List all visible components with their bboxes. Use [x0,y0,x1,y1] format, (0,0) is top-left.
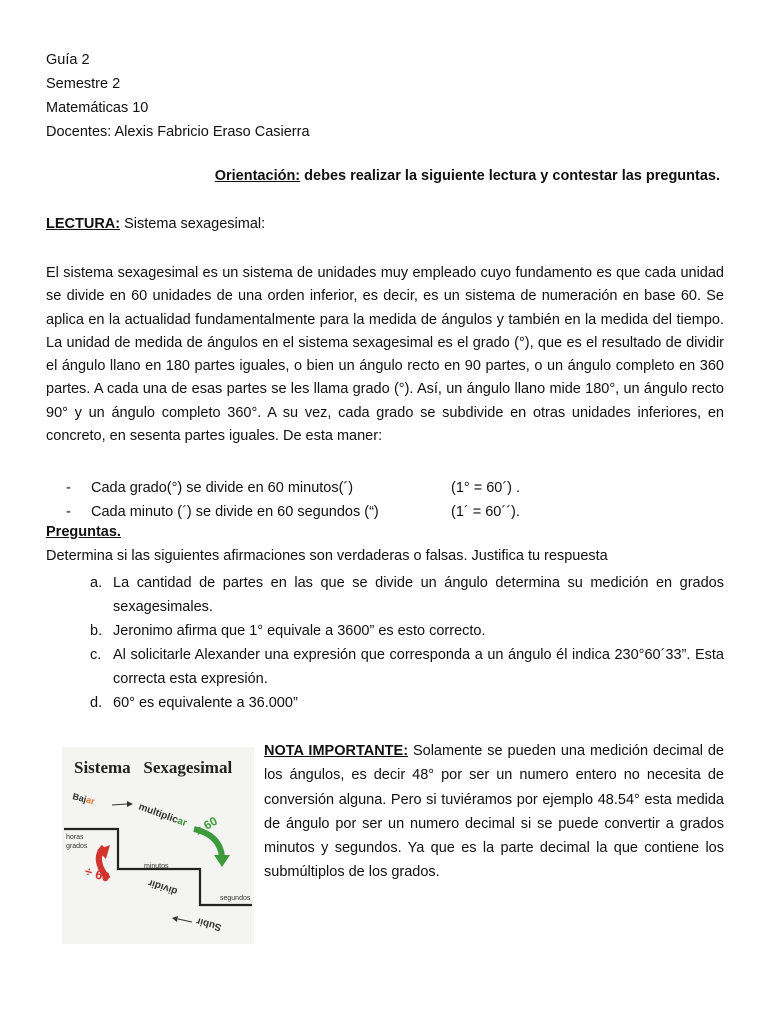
question-item [90,571,724,619]
arrow-head-icon [127,801,133,807]
segundos-label: segundos [220,895,251,902]
bullet-dash: - [66,503,71,520]
bullet-text: Cada grado(°) se divide en 60 minutos(´) [91,480,354,496]
reading-paragraph: El sistema sexagesimal es un sistema de unidades muy empleado cuyo fundamento es que cada unidad se divide en 60 unidades de una orden inferior, es decir, es un sistema de numeración en base 60. Se aplica en la actualidad fundamentalmente para la medida de ángulos y también en la medida del tiempo. La unidad de medida de ángulos en el sistema sexagesimal es el grado (°), que es el resultado de dividir el ángulo llano en 180 partes iguales, o bien un ángulo recto en 90 partes, o un ángulo completo en 360 partes. A cada una de esas partes se les llama grado (°). Así, un ángulo llano mide 180°, un ángulo recto 90° y un ángulo completo 360°. A su vez, cada grado se subdivide en otras unidades inferiores, en concreto, en sesenta partes iguales. De esta maner: [46,265,724,445]
orientation-text: debes realizar la siguiente lectura y contestar las preguntas. [300,168,720,184]
sexagesimal-diagram [62,747,254,944]
question-label: d. [90,695,103,711]
question-label: c. [90,647,102,663]
bullet-text: Cada minuto (´) se divide en 60 segundos (“) [91,503,379,520]
question-item [90,691,724,715]
reading-title: Sistema sexagesimal: [120,216,266,232]
bajar-label: Bajar [71,791,96,807]
question-item [90,643,724,691]
question-text: Al solicitarle Alexander una expresión que corresponda a un ángulo él indica 230°60´33”. Esta correcta esta expresión. [113,647,724,687]
guide-number: Guía 2 [46,52,90,68]
multiply-arrow-head-icon [214,855,230,867]
reading-heading [46,216,265,232]
divide-60-label: ÷ 60 [83,863,112,885]
bullet-equation: (1´ = 60´´). [451,503,520,520]
questions-list [90,571,724,715]
question-item [90,619,724,643]
multiplicar-label: multiplicar [136,801,189,830]
questions-intro: Determina si las siguientes afirmaciones son verdaderas o falsas. Justifica tu respuesta [46,548,608,564]
bajar-label-accent: ar [85,794,96,807]
document-header [46,48,310,144]
bullet-dash: - [66,480,71,496]
note-label: NOTA IMPORTANTE: [264,743,409,759]
question-text: Jeronimo afirma que 1° equivale a 3600” es esto correcto. [113,623,486,639]
note-text: Solamente se pueden una medición decimal de los ángulos, es decir 48° por ser un numero entero no necesita de conversión alguna. Pero si tuviéramos por ejemplo 48.54° esta medida de ángulo por ser un numero decimal si se puede convertir a grados minutos y segundos. Ya que es la parte decimal la que contiene los submúltiplos de los grados. [264,743,724,881]
multiplicar-label-accent: ar [175,815,189,830]
subject: Matemáticas 10 [46,100,149,116]
minutos-label: minutos [144,863,169,870]
arrow-left-icon [178,919,192,922]
questions-heading: Preguntas. [46,524,121,540]
reading-label: LECTURA: [46,216,121,232]
dividir-label: dividir [146,876,179,897]
question-text: La cantidad de partes en las que se divide un ángulo determina su medición en grados sexagesimales. [113,575,724,615]
arrow-right-icon [112,804,127,805]
question-text: 60° es equivalente a 36.000” [113,695,298,711]
times-60-label: x 60 [192,813,220,838]
orientation-line [215,168,720,184]
question-label: a. [90,575,103,591]
subir-label: Subir [195,915,223,933]
diagram-title: Sistema Sexagesimal [74,758,233,777]
semester: Semestre 2 [46,76,121,92]
grados-label: grados [66,843,88,850]
orientation-label: Orientación: [214,168,301,184]
important-note [264,739,724,885]
horas-label: horas [66,834,84,841]
teachers: Docentes: Alexis Fabricio Eraso Casierra [46,124,310,140]
question-label: b. [90,623,103,639]
bullet-equation: (1° = 60´) . [451,480,521,496]
arrow-left-head-icon [172,916,178,922]
